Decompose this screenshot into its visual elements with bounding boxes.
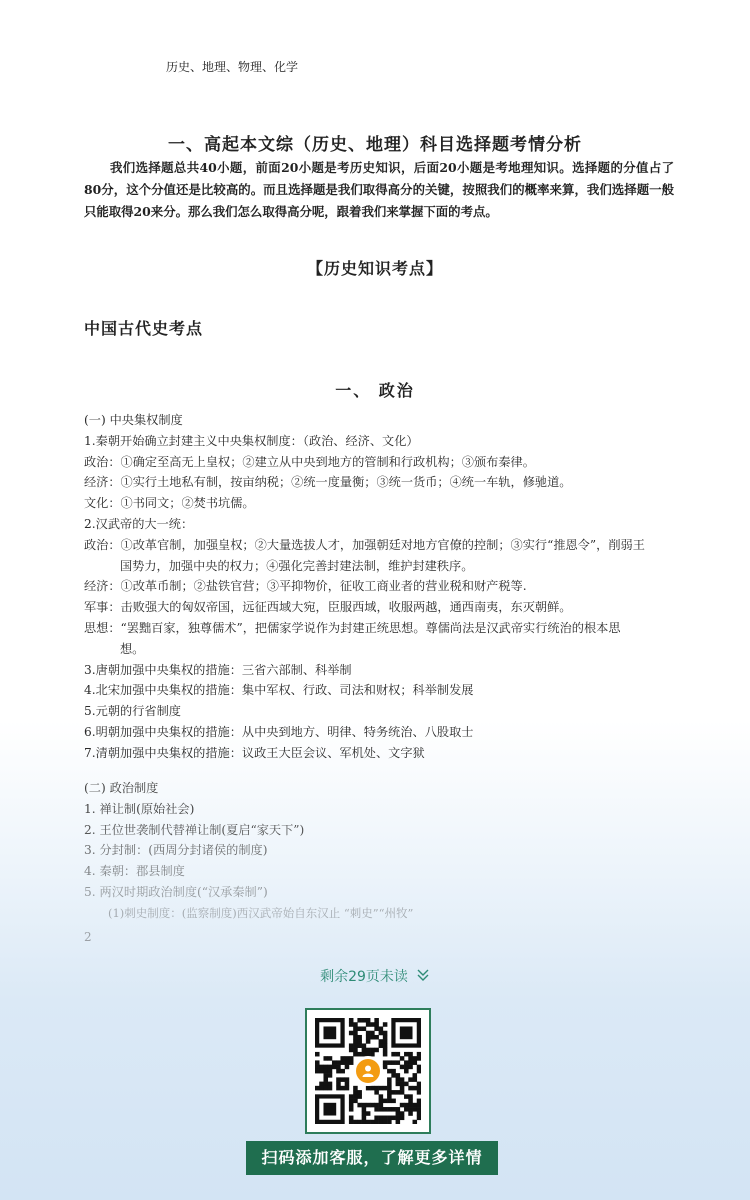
history-title: 【历史知识考点】 <box>306 259 443 278</box>
section-title: 一、高起本文综（历史、地理）科目选择题考情分析 <box>168 135 582 155</box>
part2-heading: (二) 政治制度 <box>84 781 159 795</box>
qr-code[interactable] <box>305 1008 431 1134</box>
ancient-history-title: 中国古代史考点 <box>84 319 204 338</box>
part1-central-authority <box>84 410 684 764</box>
part2-political-systems <box>84 778 684 924</box>
list-item: 1.秦朝开始确立封建主义中央集权制度：（政治、经济、文化） <box>84 433 419 448</box>
list-item: 7.清朝加强中央集权的措施：议政王大臣会议、军机处、文字狱 <box>84 745 425 760</box>
list-item: 经济：①实行土地私有制，按亩纳税；②统一度量衡；③统一货币；④统一车轨，修驰道。 <box>84 475 572 490</box>
list-item: 国势力，加强中央的权力；④强化完善封建法制，维护封建秩序。 <box>120 558 474 573</box>
list-item: 文化：①书同文；②焚书坑儒。 <box>84 496 255 511</box>
list-item: 5. 两汉时期政治制度(“汉承秦制”) <box>84 884 268 899</box>
intro-paragraph: 我们选择题总共40小题，前面20小题是考历史知识，后面20小题是考地理知识。选择题的分值占了80分，这个分值还是比较高的。而且选择题是我们取得高分的关键，按照我们的概率来算，我们选择题一般只能取得20来分。那么我们怎么取得高分呢，跟着我们来掌握下面的考点。 <box>84 160 674 219</box>
list-item: 想。 <box>120 641 145 656</box>
list-item: 政治：①确定至高无上皇权；②建立从中央到地方的管制和行政机构；③颁布秦律。 <box>84 454 535 469</box>
customer-service-logo-icon <box>353 1056 383 1086</box>
header-subjects: 历史、地理、物理、化学 <box>166 60 299 74</box>
list-item: 6.明朝加强中央集权的措施：从中央到地方、明律、特务统治、八股取士 <box>84 724 474 739</box>
list-item: 政治：①改革官制，加强皇权；②大量选拔人才，加强朝廷对地方官僚的控制；③实行“推恩令”，削弱王 <box>84 537 645 552</box>
list-item: 思想：“罢黜百家，独尊儒术”，把儒家学说作为封建正统思想。尊儒尚法是汉武帝实行统治的根本思 <box>84 620 621 635</box>
list-item: 3.唐朝加强中央集权的措施：三省六部制、科举制 <box>84 662 352 677</box>
double-chevron-down-icon <box>416 968 430 986</box>
part1-heading: (一) 中央集权制度 <box>84 413 183 427</box>
list-item: 2. 王位世袭制代替禅让制(夏启“家天下”) <box>84 822 305 837</box>
list-item: (1)刺史制度：(监察制度)西汉武帝始自东汉止 “刺史”“州牧” <box>108 905 414 920</box>
list-item: 2.汉武帝的大一统： <box>84 516 194 531</box>
list-item: 5.元朝的行省制度 <box>84 704 181 719</box>
list-item: 4.北宋加强中央集权的措施：集中军权、行政、司法和财权；科举制发展 <box>84 683 474 698</box>
list-item: 3. 分封制：(西周分封诸侯的制度) <box>84 843 268 858</box>
remaining-pages-label: 剩余29页未读 <box>320 969 408 985</box>
list-item: 1. 禅让制(原始社会) <box>84 801 195 816</box>
read-more-link[interactable] <box>0 966 750 986</box>
politics-title: 一、 政治 <box>335 381 415 400</box>
page-number: 2 <box>84 930 92 944</box>
list-item: 经济：①改革币制；②盐铁官营；③平抑物价，征收工商业者的营业税和财产税等. <box>84 579 527 594</box>
add-customer-service-button[interactable]: 扫码添加客服，了解更多详情 <box>246 1141 498 1175</box>
list-item: 4. 秦朝：郡县制度 <box>84 864 185 879</box>
list-item: 军事：击败强大的匈奴帝国，远征西域大宛，臣服西域，收服两越，通西南夷，东灭朝鲜。 <box>84 600 572 615</box>
